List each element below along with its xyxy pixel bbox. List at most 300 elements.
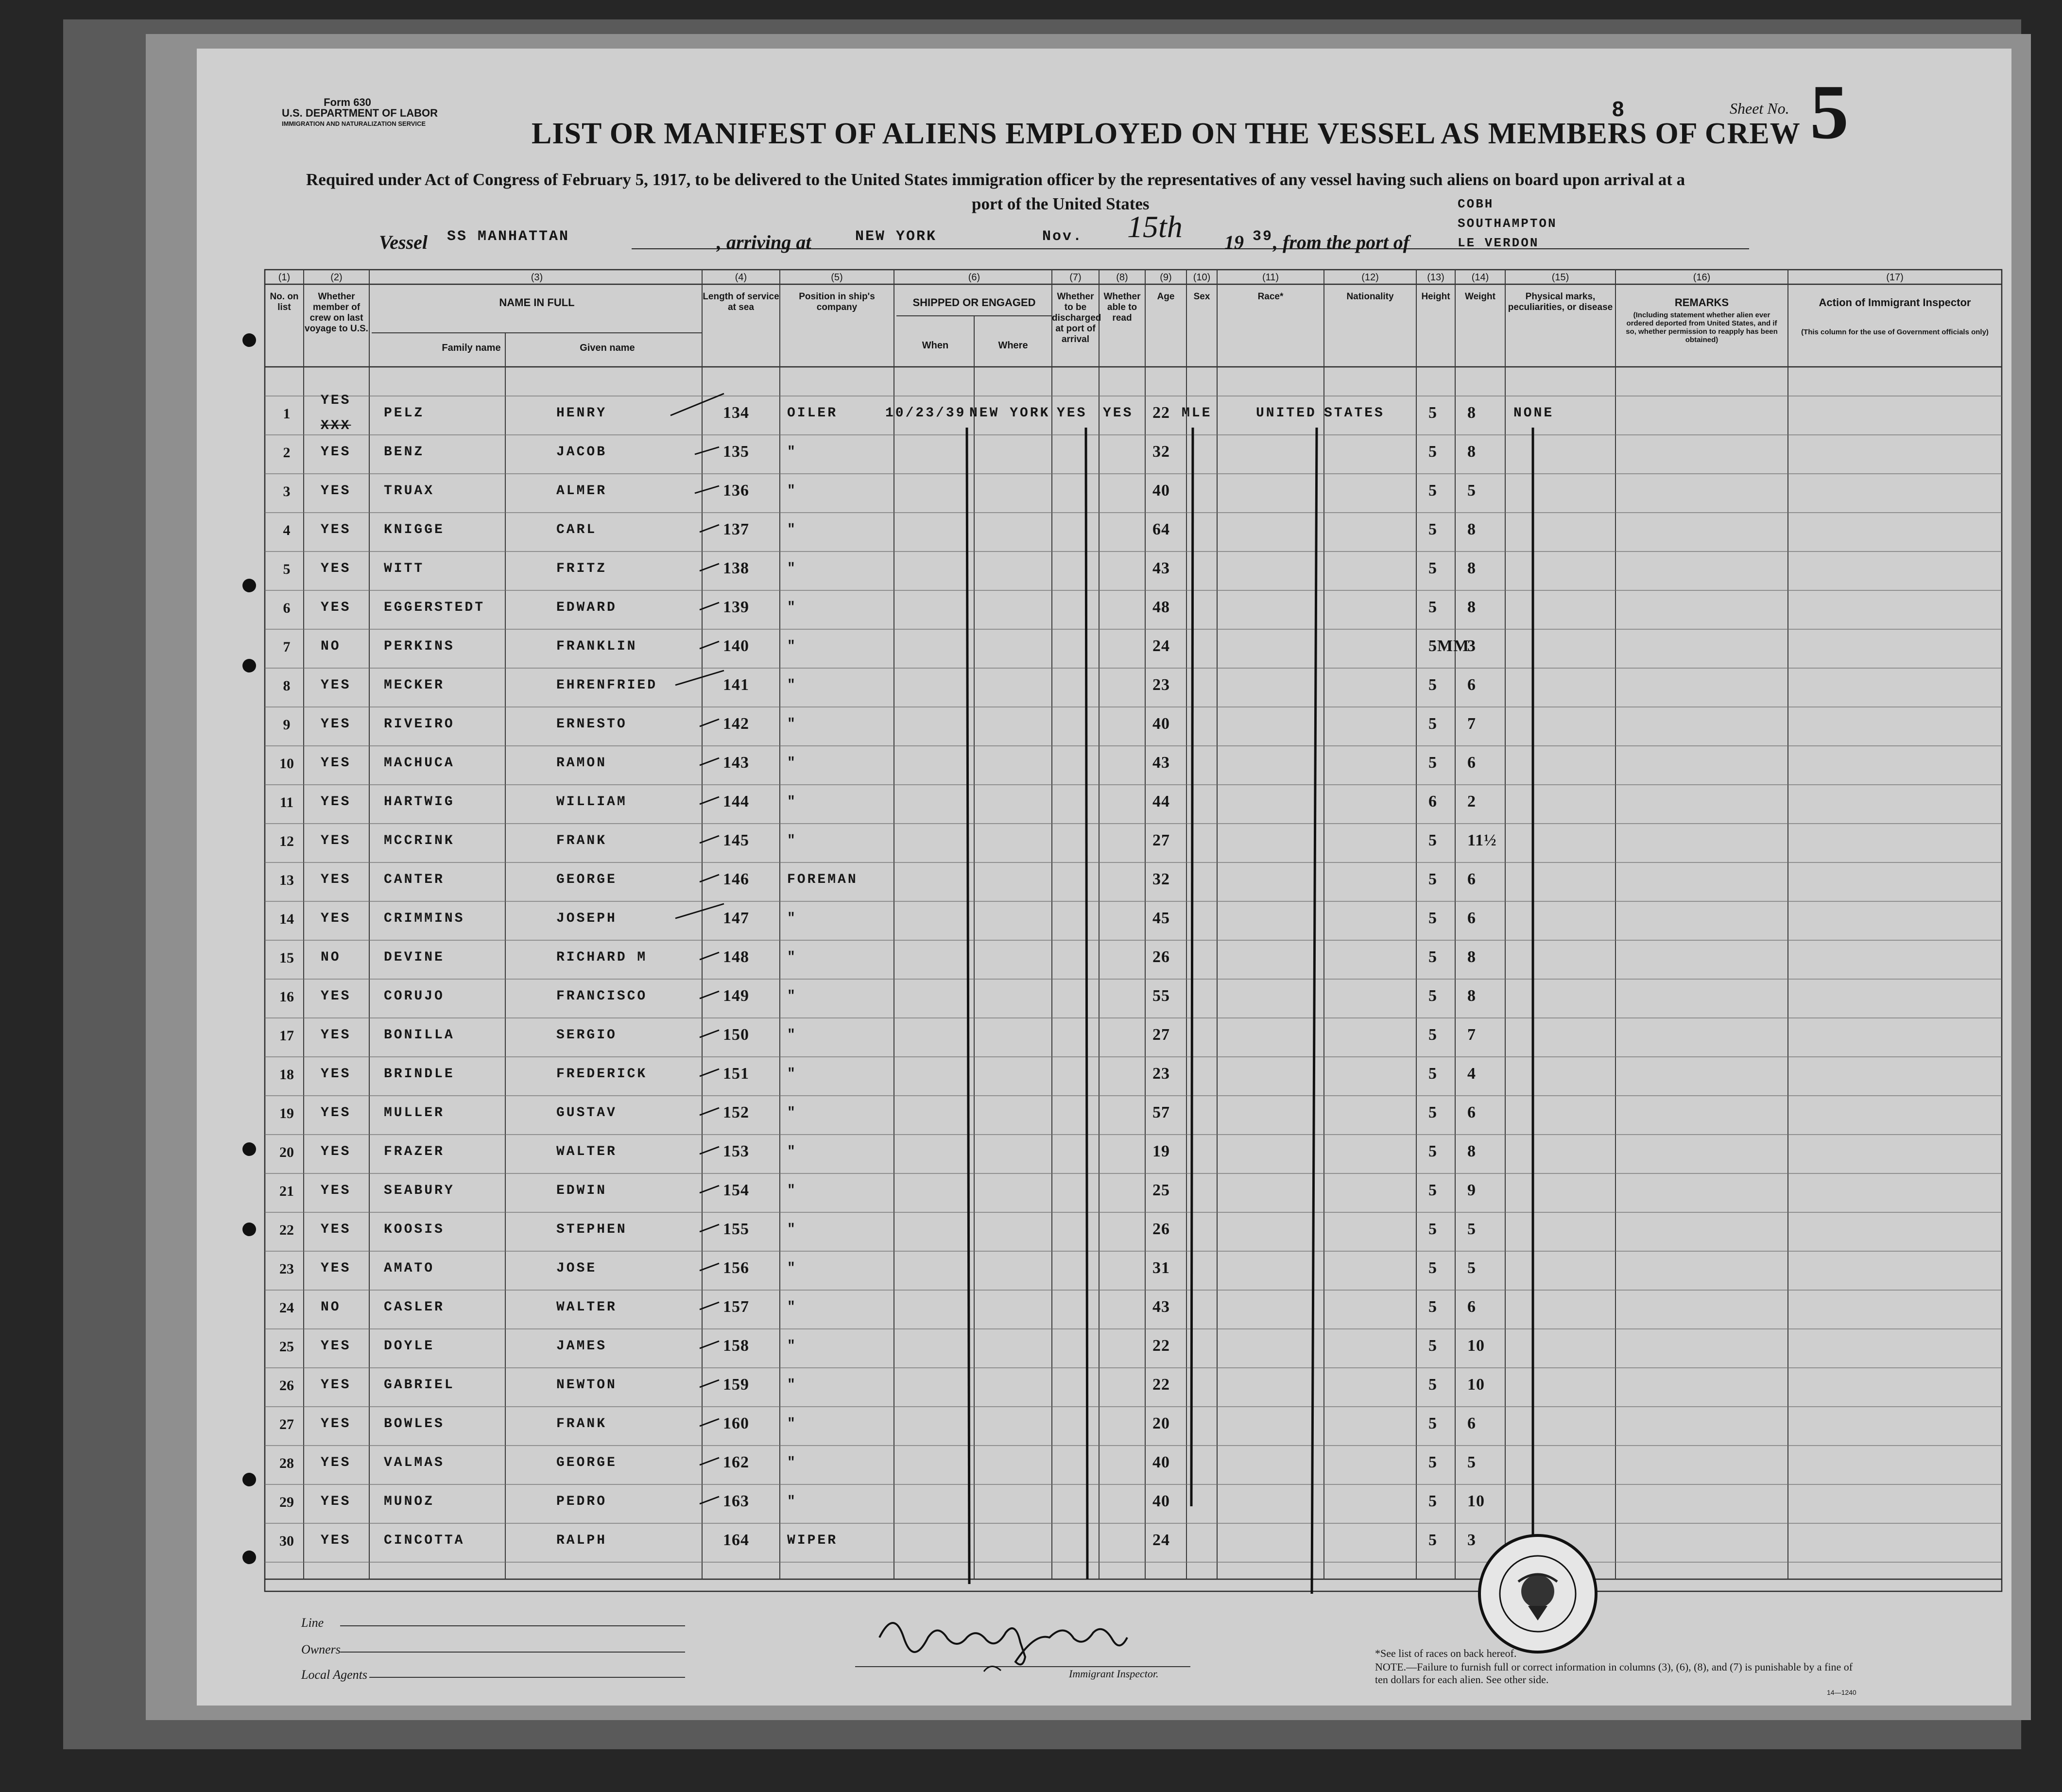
cell-position: " — [787, 600, 797, 615]
table-row — [265, 474, 2002, 513]
column-header-11: Race* — [1257, 292, 1284, 302]
cell-given-name: RAMON — [556, 756, 607, 771]
table-row — [265, 435, 2002, 474]
cell-position: " — [787, 522, 797, 537]
column-number-11: (11) — [1262, 272, 1279, 283]
form-code: 14—1240 — [1827, 1689, 1856, 1696]
cell-service-length: 138 — [723, 559, 749, 577]
arrival-year: 39 — [1253, 228, 1273, 245]
cell-weight: 3 — [1467, 1531, 1476, 1549]
cell-height: 5 — [1428, 909, 1437, 927]
cell-family-name: WITT — [384, 561, 425, 576]
cell-row-number: 13 — [279, 872, 294, 888]
cell-weight: 8 — [1467, 948, 1476, 966]
cell-row-number: 20 — [279, 1144, 294, 1160]
corner-mark: 8 — [1612, 97, 1624, 121]
cell-row-number: 7 — [283, 639, 291, 655]
cell-age: 32 — [1152, 443, 1170, 461]
cell-weight: 4 — [1467, 1065, 1476, 1083]
cell-position: " — [787, 1261, 797, 1276]
cell-family-name: VALMAS — [384, 1455, 445, 1470]
service: IMMIGRATION AND NATURALIZATION SERVICE — [282, 120, 426, 127]
cell-age: 43 — [1152, 1298, 1170, 1316]
cell-crew: YES — [321, 561, 351, 576]
cell-height: 5 — [1428, 1065, 1437, 1083]
vessel-name: SS MANHATTAN — [447, 228, 570, 245]
cell-row-number: 11 — [279, 794, 294, 810]
cell-crew: YES — [321, 393, 351, 408]
cell-crew: YES — [321, 483, 351, 499]
cell-service-length: 156 — [723, 1259, 749, 1277]
cell-weight: 6 — [1467, 676, 1476, 694]
cell-service-length: 140 — [723, 637, 749, 655]
cell-height: 5 — [1428, 598, 1437, 616]
cell-weight: 10 — [1467, 1376, 1485, 1394]
cell-family-name: CANTER — [384, 872, 445, 887]
cell-crew: YES — [321, 1416, 351, 1431]
cell-row-number: 14 — [279, 911, 294, 927]
cell-family-name: MECKER — [384, 678, 445, 693]
cell-given-name: JOSEPH — [556, 911, 617, 926]
cell-height: 5 — [1428, 870, 1437, 888]
column-header-10: Sex — [1193, 292, 1210, 302]
cell-age: 48 — [1152, 598, 1170, 616]
cell-age: 19 — [1152, 1142, 1170, 1160]
cell-service-length: 157 — [723, 1298, 749, 1316]
vessel-label: Vessel — [379, 231, 428, 253]
cell-weight: 5 — [1467, 1453, 1476, 1471]
cell-given-name: FRANKLIN — [556, 639, 637, 654]
cell-row-number: 4 — [283, 522, 291, 538]
cell-crew: YES — [321, 522, 351, 537]
cell-family-name: MACHUCA — [384, 756, 455, 771]
inspector-label: Immigrant Inspector. — [1069, 1668, 1159, 1680]
column-header-13: Height — [1421, 292, 1450, 302]
table-row — [265, 901, 2002, 940]
cell-service-length: 154 — [723, 1181, 749, 1199]
cell-given-name: NEWTON — [556, 1378, 617, 1393]
arriving-port: NEW YORK — [855, 228, 937, 245]
cell-crew: YES — [321, 445, 351, 460]
cell-row-number: 26 — [279, 1378, 294, 1394]
cell-family-name: PERKINS — [384, 639, 455, 654]
cell-age: 20 — [1152, 1414, 1170, 1432]
cell-family-name: RIVEIRO — [384, 717, 455, 732]
cell-crew: YES — [321, 717, 351, 732]
cell-given-name: EDWARD — [556, 600, 617, 615]
column-number-12: (12) — [1361, 272, 1379, 283]
table-row — [265, 1173, 2002, 1212]
column-header-17: Action of Immigrant Inspector — [1819, 296, 1971, 309]
cell-weight: 7 — [1467, 715, 1476, 733]
column-number-5: (5) — [831, 272, 843, 283]
cell-age: 40 — [1152, 1453, 1170, 1471]
cell-height: 5 — [1428, 948, 1437, 966]
cell-position: " — [787, 911, 797, 926]
column-number-7: (7) — [1069, 272, 1082, 283]
cell-position: " — [787, 639, 797, 654]
column-number-1: (1) — [278, 272, 291, 283]
cell-crew: YES — [321, 1183, 351, 1198]
cell-age: 31 — [1152, 1259, 1170, 1277]
cell-row-number: 18 — [279, 1067, 294, 1083]
column-number-3: (3) — [531, 272, 543, 283]
subheader-inspector-detail: (This column for the use of Government officials only) — [1801, 328, 1989, 336]
from-port-label: , from the port of — [1273, 231, 1410, 253]
cell-service-length: 136 — [723, 482, 749, 500]
cell-nationality: STATES — [1324, 406, 1385, 421]
cell-given-name: FREDERICK — [556, 1067, 648, 1082]
cell-weight: 7 — [1467, 1026, 1476, 1044]
cell-crew: YES — [321, 678, 351, 693]
table-row — [265, 1484, 2002, 1523]
cell-height: 5 — [1428, 676, 1437, 694]
cell-service-length: 149 — [723, 987, 749, 1005]
cell-family-name: DOYLE — [384, 1339, 435, 1354]
cell-height: 5 — [1428, 1337, 1437, 1355]
cell-family-name: DEVINE — [384, 950, 445, 965]
cell-family-name: KNIGGE — [384, 522, 445, 537]
cell-race: UNITED — [1256, 406, 1317, 421]
cell-weight: 8 — [1467, 1142, 1476, 1160]
cell-age: 55 — [1152, 987, 1170, 1005]
cell-position: " — [787, 1105, 797, 1120]
cell-height: 5 — [1428, 1181, 1437, 1199]
cell-crew: YES — [321, 989, 351, 1004]
cell-age: 40 — [1152, 482, 1170, 500]
table-row — [265, 1096, 2002, 1135]
cell-crew: YES — [321, 1455, 351, 1470]
table-row — [265, 1212, 2002, 1251]
cell-row-number: 28 — [279, 1455, 294, 1471]
cell-height: 5 — [1428, 1259, 1437, 1277]
cell-given-name: GEORGE — [556, 872, 617, 887]
cell-row-number: 9 — [283, 717, 291, 733]
cell-service-length: 164 — [723, 1531, 749, 1549]
cell-service-length: 137 — [723, 520, 749, 538]
column-header-7: Whether to be discharged at port of arrival — [1052, 292, 1101, 345]
cell-given-name: ALMER — [556, 483, 607, 499]
cell-given-name: HENRY — [556, 406, 607, 421]
cell-service-length: 150 — [723, 1026, 749, 1044]
cell-weight: 6 — [1467, 1298, 1476, 1316]
cell-height: 5 — [1428, 520, 1437, 538]
port-cobh: COBH — [1458, 197, 1494, 211]
cell-given-name: ERNESTO — [556, 717, 627, 732]
cell-age: 32 — [1152, 870, 1170, 888]
table-row — [265, 1290, 2002, 1329]
cell-position: " — [787, 1416, 797, 1431]
year-prefix: 19 — [1224, 231, 1244, 253]
subheader-remarks-detail: (Including statement whether alien ever ordered deported from United States, and if so, whether permission to reapply has been obtained) — [1626, 311, 1778, 344]
table-row — [265, 940, 2002, 979]
cell-height: 5 — [1428, 715, 1437, 733]
cell-position: " — [787, 1222, 797, 1237]
cell-row-number: 30 — [279, 1533, 294, 1549]
cell-age: 26 — [1152, 948, 1170, 966]
cell-weight: 8 — [1467, 987, 1476, 1005]
column-number-17: (17) — [1886, 272, 1904, 283]
cell-crew: YES — [321, 1144, 351, 1159]
cell-age: 43 — [1152, 559, 1170, 577]
cell-age: 40 — [1152, 1492, 1170, 1510]
cell-given-name: CARL — [556, 522, 597, 537]
cell-crew: YES — [321, 1378, 351, 1393]
cell-position: WIPER — [787, 1533, 838, 1548]
cell-weight: 9 — [1467, 1181, 1476, 1199]
cell-given-name: FRANK — [556, 1416, 607, 1431]
cell-given-name: GUSTAV — [556, 1105, 617, 1120]
cell-weight: 10 — [1467, 1337, 1485, 1355]
cell-shipped-where: NEW YORK — [969, 406, 1050, 421]
cell-family-name: MULLER — [384, 1105, 445, 1120]
cell-service-length: 163 — [723, 1492, 749, 1510]
cell-row-number: 12 — [279, 833, 294, 849]
sheet-number: 5 — [1810, 69, 1849, 155]
cell-height: 5 — [1428, 404, 1437, 422]
cell-age: 26 — [1152, 1220, 1170, 1238]
cell-weight: 8 — [1467, 443, 1476, 461]
cell-weight: 8 — [1467, 598, 1476, 616]
cell-crew: YES — [321, 872, 351, 887]
cell-given-name: PEDRO — [556, 1494, 607, 1509]
cell-row-number: 17 — [279, 1028, 294, 1044]
port-southampton: SOUTHAMPTON — [1458, 216, 1557, 231]
cell-service-length: 139 — [723, 598, 749, 616]
cell-crew: YES — [321, 1067, 351, 1082]
cell-given-name: JOSE — [556, 1261, 597, 1276]
column-header-8: Whether able to read — [1103, 292, 1141, 323]
table-row — [265, 707, 2002, 746]
cell-crew: NO — [321, 950, 341, 965]
cell-service-length: 160 — [723, 1414, 749, 1432]
cell-service-length: 141 — [723, 676, 749, 694]
cell-service-length: 152 — [723, 1103, 749, 1121]
cell-height: 5 — [1428, 1026, 1437, 1044]
table-row — [265, 1018, 2002, 1057]
cell-family-name: KOOSIS — [384, 1222, 445, 1237]
cell-family-name: EGGERSTEDT — [384, 600, 485, 615]
cell-crew: YES — [321, 1105, 351, 1120]
cell-family-name: HARTWIG — [384, 794, 455, 810]
cell-position: " — [787, 1183, 797, 1198]
cell-height: 5 — [1428, 1220, 1437, 1238]
page-title: LIST OR MANIFEST OF ALIENS EMPLOYED ON THE VESSEL AS MEMBERS OF CREW — [532, 117, 1801, 150]
cell-family-name: MCCRINK — [384, 833, 455, 848]
cell-age: 40 — [1152, 715, 1170, 733]
cell-position: " — [787, 1455, 797, 1470]
cell-age: 45 — [1152, 909, 1170, 927]
cell-weight: 5 — [1467, 1220, 1476, 1238]
department: U.S. DEPARTMENT OF LABOR — [282, 107, 438, 119]
cell-height: 5 — [1428, 831, 1437, 849]
cell-weight: 8 — [1467, 559, 1476, 577]
cell-row-number: 23 — [279, 1261, 294, 1277]
cell-family-name: CORUJO — [384, 989, 445, 1004]
cell-position: " — [787, 678, 797, 693]
cell-crew: YES — [321, 1028, 351, 1043]
cell-crew: YES — [321, 794, 351, 810]
cell-given-name: RICHARD M — [556, 950, 648, 965]
cell-crew: YES — [321, 756, 351, 771]
table-row — [265, 513, 2002, 551]
column-number-13: (13) — [1427, 272, 1444, 283]
cell-crew: YES — [321, 911, 351, 926]
cell-given-name: WALTER — [556, 1144, 617, 1159]
cell-position: " — [787, 1378, 797, 1393]
cell-position: " — [787, 989, 797, 1004]
sheet-label: Sheet No. — [1730, 100, 1789, 117]
column-number-14: (14) — [1471, 272, 1489, 283]
cell-row-number: 8 — [283, 678, 291, 694]
cell-age: 44 — [1152, 793, 1170, 810]
cell-given-name: WILLIAM — [556, 794, 627, 810]
table-row — [265, 1135, 2002, 1173]
penalty-note: NOTE.—Failure to furnish full or correct information in columns (3), (6), (8), and (7) is punishable by a fine of ten dollars for each alien. See other side. — [1375, 1661, 1853, 1686]
cell-given-name: EDWIN — [556, 1183, 607, 1198]
cell-height: 5 — [1428, 987, 1437, 1005]
cell-row-number: 1 — [283, 406, 291, 422]
cell-family-name: CINCOTTA — [384, 1533, 465, 1548]
cell-able-to-read: YES — [1103, 406, 1134, 421]
cell-row-number: 24 — [279, 1300, 294, 1316]
cell-row-number: 16 — [279, 989, 294, 1005]
column-header-6: SHIPPED OR ENGAGED — [912, 296, 1036, 309]
cell-position: " — [787, 1300, 797, 1315]
cell-weight: 10 — [1467, 1492, 1485, 1510]
cell-age: 22 — [1152, 1337, 1170, 1355]
cell-crew: YES — [321, 1533, 351, 1548]
cell-age: 27 — [1152, 1026, 1170, 1044]
cell-family-name: CRIMMINS — [384, 911, 465, 926]
cell-row-number: 5 — [283, 561, 291, 577]
cell-weight: 8 — [1467, 404, 1476, 422]
cell-weight: 6 — [1467, 909, 1476, 927]
column-number-9: (9) — [1160, 272, 1172, 283]
form-number-block — [282, 96, 438, 129]
cell-service-length: 134 — [723, 404, 749, 422]
cell-age: 22 — [1152, 1376, 1170, 1394]
column-number-16: (16) — [1693, 272, 1711, 283]
cell-height: 5 — [1428, 1142, 1437, 1160]
table-row — [265, 979, 2002, 1018]
column-header-12: Nationality — [1346, 292, 1394, 302]
cell-row-number: 15 — [279, 950, 294, 966]
cell-position: FOREMAN — [787, 872, 858, 887]
cell-position: " — [787, 1028, 797, 1043]
cell-crew: YES — [321, 1494, 351, 1509]
cell-crew: YES — [321, 1261, 351, 1276]
cell-family-name: BRINDLE — [384, 1067, 455, 1082]
table-row — [265, 1329, 2002, 1368]
subheader-where: Where — [998, 340, 1028, 351]
cell-age: 64 — [1152, 520, 1170, 538]
cell-family-name: PELZ — [384, 406, 425, 421]
subheader-when: When — [922, 340, 949, 351]
cell-row-number: 3 — [283, 483, 291, 500]
cell-crew: NO — [321, 639, 341, 654]
column-number-2: (2) — [330, 272, 343, 283]
table-row — [265, 551, 2002, 590]
cell-position: " — [787, 794, 797, 810]
cell-given-name: JACOB — [556, 445, 607, 460]
cell-height: 5 — [1428, 559, 1437, 577]
cell-row-number: 29 — [279, 1494, 294, 1510]
column-number-4: (4) — [735, 272, 747, 283]
cell-family-name: BONILLA — [384, 1028, 455, 1043]
cell-family-name: CASLER — [384, 1300, 445, 1315]
cell-weight: 6 — [1467, 1414, 1476, 1432]
cell-height: 5 — [1428, 1376, 1437, 1394]
cell-age: 24 — [1152, 1531, 1170, 1549]
cell-family-name: BENZ — [384, 445, 425, 460]
cell-position: OILER — [787, 406, 838, 421]
cell-row-number: 25 — [279, 1339, 294, 1355]
column-number-10: (10) — [1193, 272, 1211, 283]
cell-service-length: 162 — [723, 1453, 749, 1471]
table-row — [265, 862, 2002, 901]
cell-position: " — [787, 445, 797, 460]
form-number: Form 630 — [324, 96, 371, 108]
table-row — [265, 396, 2002, 435]
cell-crew: NO — [321, 1300, 341, 1315]
cell-given-name: FRANCISCO — [556, 989, 648, 1004]
cell-row-number: 21 — [279, 1183, 294, 1199]
cell-service-length: 143 — [723, 754, 749, 772]
cell-age: 24 — [1152, 637, 1170, 655]
cell-given-name: GEORGE — [556, 1455, 617, 1470]
column-header-3: NAME IN FULL — [499, 296, 575, 309]
owners-label: Owners — [301, 1642, 341, 1656]
cell-service-length: 158 — [723, 1337, 749, 1355]
cell-height: 5 — [1428, 1414, 1437, 1432]
cell-weight: 3 — [1467, 637, 1476, 655]
cell-height: 5 — [1428, 1298, 1437, 1316]
cell-height: 5 — [1428, 443, 1437, 461]
cell-height: 5 — [1428, 1531, 1437, 1549]
cell-row-number: 22 — [279, 1222, 294, 1238]
races-note: *See list of races on back hereof. — [1375, 1647, 1517, 1659]
cell-service-length: 135 — [723, 443, 749, 461]
cell-height: 5 — [1428, 754, 1437, 772]
cell-physical-marks: NONE — [1513, 406, 1554, 421]
column-number-6: (6) — [968, 272, 980, 283]
cell-crew: YES — [321, 1339, 351, 1354]
cell-row-number: 6 — [283, 600, 291, 616]
cell-height: 5MM — [1428, 637, 1470, 655]
inspector-signature — [875, 1603, 1137, 1676]
cell-family-name: TRUAX — [384, 483, 435, 499]
cell-row-number: 2 — [283, 445, 291, 461]
cell-family-name: GABRIEL — [384, 1378, 455, 1393]
cell-age: 27 — [1152, 831, 1170, 849]
cell-service-length: 144 — [723, 793, 749, 810]
cell-given-name: FRANK — [556, 833, 607, 848]
table-row — [265, 824, 2002, 862]
cell-given-name: SERGIO — [556, 1028, 617, 1043]
column-header-1: No. on list — [270, 292, 299, 312]
cell-given-name: WALTER — [556, 1300, 617, 1315]
cell-shipped-when: 10/23/39 — [885, 406, 966, 421]
cell-service-length: 153 — [723, 1142, 749, 1160]
table-row — [265, 1057, 2002, 1096]
cell-age: 22 — [1152, 404, 1170, 422]
column-header-14: Weight — [1465, 292, 1495, 302]
column-header-16: REMARKS — [1674, 296, 1729, 309]
table-row — [265, 1446, 2002, 1484]
cell-height: 5 — [1428, 1492, 1437, 1510]
cell-position: " — [787, 1339, 797, 1354]
